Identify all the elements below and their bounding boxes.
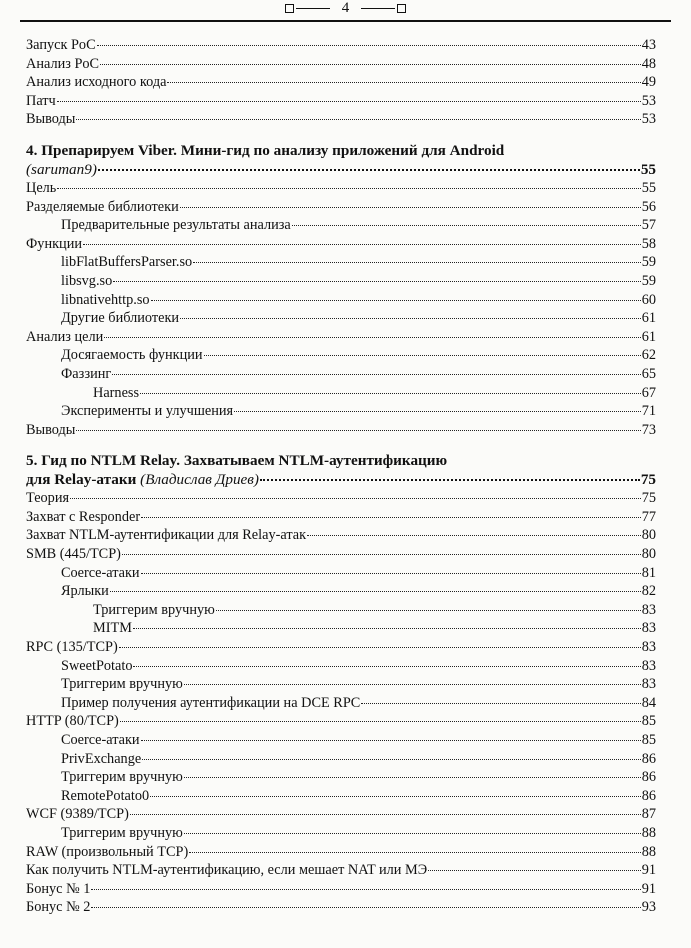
leader-dots [57, 188, 640, 189]
toc-chapter-5 [26, 451, 656, 917]
toc-entry[interactable] [26, 582, 656, 601]
toc-entry-title: Разделяемые библиотеки [26, 198, 179, 215]
toc-entry[interactable] [26, 898, 656, 917]
leader-dots [83, 244, 641, 245]
page-header [0, 0, 691, 22]
toc-entry-page: 59 [641, 272, 656, 289]
leader-dots [216, 610, 641, 611]
leader-dots [260, 479, 640, 481]
toc-entry-page: 55 [641, 179, 656, 196]
toc-entry[interactable] [26, 545, 656, 564]
toc-entry-page: 53 [641, 92, 656, 109]
toc-entry[interactable] [26, 328, 656, 347]
toc-entry-title: Запуск PoC [26, 37, 96, 53]
toc-entry[interactable] [26, 564, 656, 583]
toc-entry-page: 93 [641, 899, 656, 916]
ornament-dash-left [296, 8, 330, 10]
toc-entry-title: RAW (произвольный TCP) [26, 843, 189, 860]
toc-entry-title: libsvg.so [61, 272, 113, 289]
toc-entry-page: 81 [641, 564, 656, 581]
leader-dots [140, 393, 641, 394]
toc-entry-title: Выводы [26, 111, 76, 128]
toc-entry-page: 91 [641, 880, 656, 897]
chapter-4-heading-line2 [26, 160, 656, 179]
toc-entry-title: Цель [26, 179, 57, 196]
toc-entry-title: Патч [26, 92, 56, 109]
toc-entry[interactable] [26, 601, 656, 620]
toc-entry[interactable] [26, 365, 656, 384]
chapter-5-heading-tail: для Relay-атаки (Владислав Дриев) [26, 471, 259, 489]
leader-dots [184, 833, 641, 834]
toc-entry-page: 53 [641, 111, 656, 128]
leader-dots [142, 759, 641, 760]
toc-entry[interactable] [26, 731, 656, 750]
ornament-square-left [285, 4, 294, 13]
leader-dots [141, 740, 641, 741]
toc-entry-page: 80 [641, 527, 656, 544]
toc-entry-title: Coerce-атаки [61, 564, 140, 581]
toc-entry-page: 59 [641, 254, 656, 271]
leader-dots [428, 870, 641, 871]
leader-dots [141, 573, 641, 574]
toc-chapter-4 [26, 141, 656, 439]
chapter-4-heading: 4. Препарируем Viber. Мини-гид по анализу приложений для Android [26, 141, 505, 159]
leader-dots [184, 777, 641, 778]
toc-entry-page: 84 [641, 694, 656, 711]
header-rule [20, 20, 671, 22]
toc-entry[interactable] [26, 694, 656, 713]
toc-entry-page: 80 [641, 546, 656, 563]
toc-entry-title: MITM [93, 620, 132, 637]
toc-entry-page: 83 [641, 639, 656, 656]
toc-entry-title: Harness [93, 384, 140, 401]
toc-entry[interactable] [26, 384, 656, 403]
toc-entry-page: 91 [641, 862, 656, 879]
leader-dots [122, 554, 641, 555]
leader-dots [57, 101, 641, 102]
toc-entry-title: RemotePotato0 [61, 787, 150, 804]
table-of-contents [26, 36, 656, 917]
toc-entry[interactable] [26, 638, 656, 657]
toc-entry-page: 83 [641, 620, 656, 637]
toc-entry[interactable] [26, 198, 656, 217]
toc-entry[interactable] [26, 110, 656, 129]
chapter-5-heading: 5. Гид по NTLM Relay. Захватываем NTLM-аутентификацию [26, 452, 448, 470]
toc-entry-title: Триггерим вручную [61, 824, 183, 841]
toc-entry-title: Бонус № 2 [26, 899, 91, 916]
toc-entry[interactable] [26, 489, 656, 508]
toc-entry-title: Анализ цели [26, 328, 104, 345]
toc-entry[interactable] [26, 216, 656, 235]
leader-dots [110, 591, 641, 592]
toc-entry-title: SMB (445/TCP) [26, 546, 121, 563]
chapter-4-heading-tail [26, 160, 97, 179]
toc-entry-title: Фаззинг [61, 365, 112, 382]
leader-dots [292, 225, 641, 226]
toc-intro-section [26, 36, 656, 129]
toc-entry-page: 87 [641, 806, 656, 823]
toc-entry[interactable] [26, 402, 656, 421]
leader-dots [97, 45, 641, 46]
toc-entry-page: 61 [641, 328, 656, 345]
leader-dots [361, 703, 640, 704]
toc-entry-title: Предварительные результаты анализа [61, 217, 291, 234]
leader-dots [112, 374, 640, 375]
toc-entry[interactable] [26, 843, 656, 862]
toc-entry-title: SweetPotato [61, 657, 133, 674]
toc-entry-title: Coerce-атаки [61, 732, 140, 748]
toc-entry[interactable] [26, 272, 656, 291]
chapter-5-page: 75 [640, 471, 656, 489]
leader-dots [189, 852, 640, 853]
toc-entry-title: Эксперименты и улучшения [61, 403, 234, 420]
toc-entry-page: 83 [641, 676, 656, 693]
leader-dots [307, 535, 641, 536]
leader-dots [70, 498, 641, 499]
toc-entry[interactable] [26, 346, 656, 365]
toc-entry-page: 86 [641, 787, 656, 804]
ornament-square-right [397, 4, 406, 13]
toc-entry-page: 60 [641, 291, 656, 308]
toc-entry-title: Анализ исходного кода [26, 74, 167, 91]
toc-entry-page: 56 [641, 198, 656, 215]
toc-entry-page: 61 [641, 310, 656, 327]
toc-entry[interactable] [26, 526, 656, 545]
toc-entry-page: 75 [641, 490, 656, 507]
leader-dots [91, 907, 640, 908]
toc-entry-title: Ярлыки [61, 583, 109, 600]
page-number-ornament [0, 1, 691, 16]
toc-entry-title: Пример получения аутентификации на DCE RPC [61, 694, 361, 711]
toc-entry-title: PrivExchange [61, 750, 142, 767]
toc-entry-page: 48 [641, 55, 656, 72]
toc-entry-title: libnativehttp.so [61, 291, 150, 308]
toc-entry[interactable] [26, 750, 656, 769]
leader-dots [204, 355, 641, 356]
leader-dots [193, 262, 641, 263]
toc-entry-page: 58 [641, 235, 656, 252]
toc-entry-page: 77 [641, 508, 656, 525]
chapter-4-entries [26, 179, 656, 439]
toc-entry-title: Триггерим вручную [93, 601, 215, 618]
toc-entry-page: 88 [641, 824, 656, 841]
toc-entry-title: Другие библиотеки [61, 310, 180, 327]
toc-entry[interactable] [26, 880, 656, 899]
leader-dots [76, 430, 640, 431]
toc-entry[interactable] [26, 309, 656, 328]
toc-entry[interactable] [26, 235, 656, 254]
leader-dots [130, 814, 641, 815]
toc-entry[interactable] [26, 787, 656, 806]
toc-entry-title: Выводы [26, 421, 76, 438]
toc-entry-page: 57 [641, 217, 656, 234]
toc-entry-title: Захват NTLM-аутентификации для Relay-атак [26, 527, 307, 544]
toc-entry[interactable] [26, 508, 656, 527]
leader-dots [180, 207, 641, 208]
toc-entry[interactable] [26, 675, 656, 694]
toc-entry-title: WCF (9389/TCP) [26, 806, 129, 823]
toc-entry[interactable] [26, 73, 656, 92]
toc-entry-title: Триггерим вручную [61, 676, 183, 693]
toc-entry-page: 83 [641, 601, 656, 618]
leader-dots [167, 82, 640, 83]
toc-entry[interactable] [26, 92, 656, 111]
toc-entry[interactable] [26, 824, 656, 843]
leader-dots [98, 169, 640, 171]
ornament-dash-right [361, 8, 395, 10]
toc-entry[interactable] [26, 619, 656, 638]
toc-entry-page: 71 [641, 403, 656, 420]
toc-entry-title: Захват с Responder [26, 508, 141, 525]
toc-entry-page: 43 [641, 37, 656, 53]
toc-entry-title: Как получить NTLM-аутентификацию, если мешает NAT или МЭ [26, 862, 428, 879]
toc-entry[interactable] [26, 805, 656, 824]
toc-entry-page: 88 [641, 843, 656, 860]
toc-entry-title: Теория [26, 490, 70, 507]
toc-entry[interactable] [26, 861, 656, 880]
leader-dots [141, 517, 641, 518]
toc-entry-title: libFlatBuffersParser.so [61, 254, 193, 271]
leader-dots [150, 796, 641, 797]
toc-entry-title: Бонус № 1 [26, 880, 91, 897]
toc-entry-page: 49 [641, 74, 656, 91]
chapter-4-author: (saruman9) [26, 160, 97, 178]
toc-entry-title: Анализ PoC [26, 55, 100, 72]
toc-entry[interactable] [26, 55, 656, 74]
leader-dots [76, 119, 640, 120]
toc-entry-page: 62 [641, 347, 656, 364]
toc-entry[interactable] [26, 36, 656, 55]
toc-entry[interactable] [26, 179, 656, 198]
leader-dots [100, 64, 641, 65]
chapter-4-page: 55 [640, 160, 656, 178]
toc-entry-title: RPC (135/TCP) [26, 639, 118, 656]
toc-entry[interactable] [26, 657, 656, 676]
toc-entry-page: 67 [641, 384, 656, 401]
chapter-5-author: (Владислав Дриев) [140, 471, 259, 489]
toc-entry-page: 73 [641, 421, 656, 438]
leader-dots [151, 300, 641, 301]
toc-entry[interactable] [26, 768, 656, 787]
toc-entry[interactable] [26, 712, 656, 731]
toc-entry-title: Функции [26, 235, 82, 252]
chapter-5-entries [26, 489, 656, 917]
toc-entry-page: 86 [641, 750, 656, 767]
toc-entry-page: 86 [641, 769, 656, 786]
leader-dots [180, 318, 641, 319]
toc-entry[interactable] [26, 421, 656, 440]
toc-entry-page: 85 [641, 732, 656, 748]
toc-entry-title: HTTP (80/TCP) [26, 713, 119, 730]
toc-entry-page: 83 [641, 657, 656, 674]
leader-dots [120, 721, 641, 722]
leader-dots [133, 666, 640, 667]
leader-dots [133, 628, 641, 629]
leader-dots [234, 411, 641, 412]
toc-entry[interactable] [26, 291, 656, 310]
leader-dots [184, 684, 641, 685]
page-number: 4 [341, 0, 350, 16]
chapter-5-heading-line2 [26, 470, 656, 489]
toc-entry[interactable] [26, 253, 656, 272]
toc-entry-page: 85 [641, 713, 656, 730]
toc-entry-page: 82 [641, 583, 656, 600]
leader-dots [91, 889, 640, 890]
leader-dots [113, 281, 640, 282]
leader-dots [104, 337, 640, 338]
toc-entry-page: 65 [641, 365, 656, 382]
leader-dots [119, 647, 641, 648]
toc-entry-title: Досягаемость функции [61, 347, 203, 364]
toc-entry-title: Триггерим вручную [61, 769, 183, 786]
